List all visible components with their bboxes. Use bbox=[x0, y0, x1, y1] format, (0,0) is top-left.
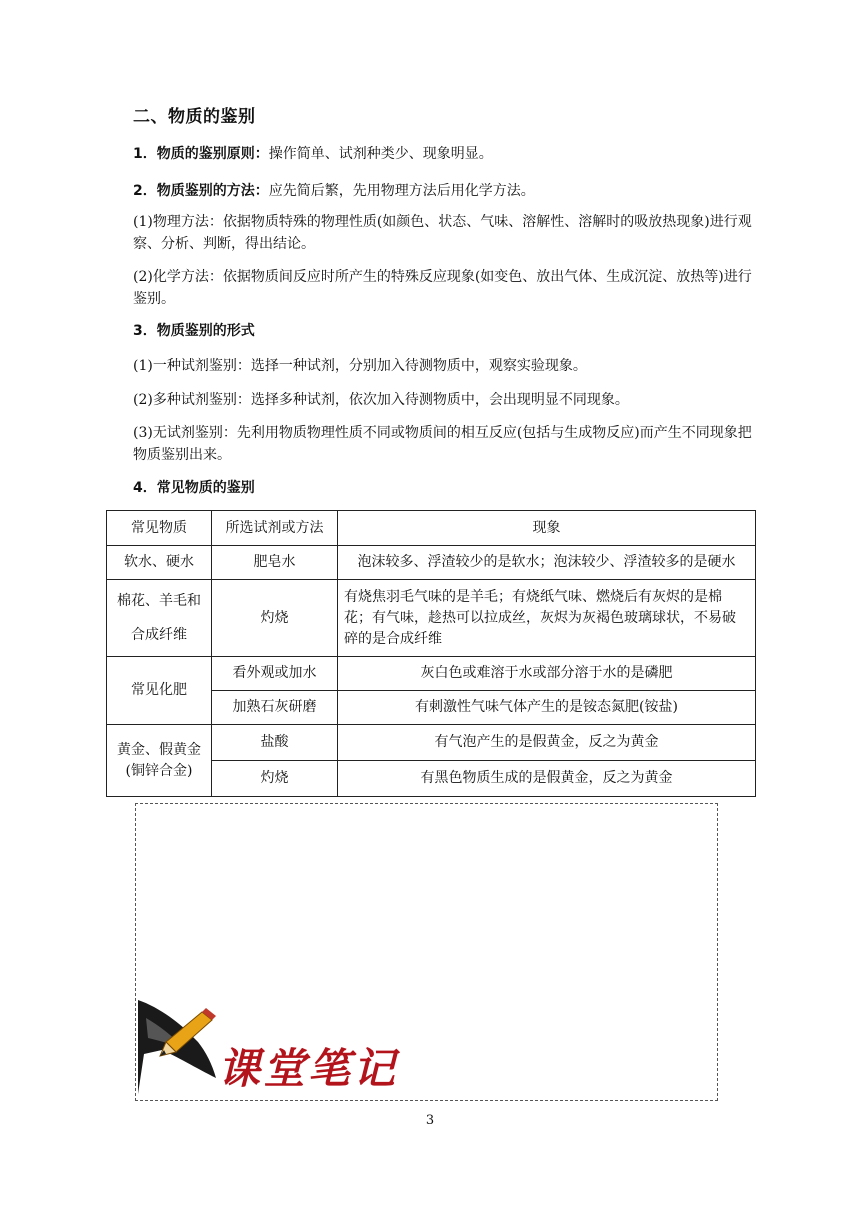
page-number: 3 bbox=[425, 1113, 435, 1128]
paragraph-method bbox=[133, 180, 753, 202]
table-row bbox=[107, 580, 756, 657]
paragraph-principle bbox=[133, 143, 753, 165]
table-cell-substance bbox=[107, 725, 212, 797]
table-header-row bbox=[107, 511, 756, 546]
table-cell-phenomenon: 有刺激性气味气体产生的是铵态氮肥(铵盐) bbox=[338, 691, 756, 725]
table-header-cell: 常见物质 bbox=[107, 511, 212, 546]
paragraph-no-reagent: (3)无试剂鉴别：先利用物质物理性质不同或物质间的相互反应(包括与生成物反应)而产生不同现象把物质鉴别出来。 bbox=[133, 425, 752, 463]
paragraph-multi-reagent: (2)多种试剂鉴别：选择多种试剂，依次加入待测物质中，会出现明显不同现象。 bbox=[133, 392, 629, 408]
table-cell-method: 灼烧 bbox=[212, 761, 338, 797]
heading-forms: 3．物质鉴别的形式 bbox=[133, 323, 255, 339]
table-cell-method: 看外观或加水 bbox=[212, 657, 338, 691]
table-header-cell: 现象 bbox=[338, 511, 756, 546]
table-header-cell: 所选试剂或方法 bbox=[212, 511, 338, 546]
table-cell-phenomenon: 有黑色物质生成的是假黄金，反之为黄金 bbox=[338, 761, 756, 797]
heading-common: 4．常见物质的鉴别 bbox=[133, 480, 255, 496]
paragraph-chemical: (2)化学方法：依据物质间反应时所产生的特殊反应现象(如变色、放出气体、生成沉淀、放热等)进行鉴别。 bbox=[133, 269, 752, 307]
identification-table bbox=[106, 510, 756, 797]
notes-title: 课堂笔记 bbox=[218, 1044, 399, 1093]
principle-label: 1．物质的鉴别原则： bbox=[133, 146, 269, 162]
paragraph-one-reagent: (1)一种试剂鉴别：选择一种试剂，分别加入待测物质中，观察实验现象。 bbox=[133, 358, 587, 374]
substance-line: 合成纤维 bbox=[131, 627, 187, 643]
method-text: 应先简后繁，先用物理方法后用化学方法。 bbox=[268, 183, 535, 199]
substance-line: (铜锌合金) bbox=[125, 762, 193, 779]
principle-text: 操作简单、试剂种类少、现象明显。 bbox=[268, 146, 493, 162]
table-row bbox=[107, 725, 756, 761]
table-row bbox=[107, 657, 756, 691]
table-cell-method: 盐酸 bbox=[212, 725, 338, 761]
table-cell-substance bbox=[107, 580, 212, 657]
table-cell-substance: 常见化肥 bbox=[107, 657, 212, 725]
table-cell-phenomenon: 灰白色或难溶于水或部分溶于水的是磷肥 bbox=[338, 657, 756, 691]
section-title: 二、物质的鉴别 bbox=[133, 107, 256, 127]
paragraph-physical: (1)物理方法：依据物质特殊的物理性质(如颜色、状态、气味、溶解性、溶解时的吸放热现象)进行观察、分析、判断，得出结论。 bbox=[133, 214, 752, 252]
substance-line: 黄金、假黄金 bbox=[117, 741, 201, 758]
table-cell-phenomenon: 泡沫较多、浮渣较少的是软水；泡沫较少、浮渣较多的是硬水 bbox=[338, 546, 756, 580]
table-cell-phenomenon: 有烧焦羽毛气味的是羊毛；有烧纸气味、燃烧后有灰烬的是棉花；有气味，趁热可以拉成丝，灰烬为灰褐色玻璃球状，不易破碎的是合成纤维 bbox=[338, 580, 756, 657]
method-label: 2．物质鉴别的方法： bbox=[133, 183, 269, 199]
table-cell-method: 灼烧 bbox=[212, 580, 338, 657]
table-cell-method: 加熟石灰研磨 bbox=[212, 691, 338, 725]
table-cell-method: 肥皂水 bbox=[212, 546, 338, 580]
table-cell-phenomenon: 有气泡产生的是假黄金，反之为黄金 bbox=[338, 725, 756, 761]
table-cell-substance: 软水、硬水 bbox=[107, 546, 212, 580]
substance-line: 棉花、羊毛和 bbox=[117, 593, 201, 609]
table-row bbox=[107, 546, 756, 580]
